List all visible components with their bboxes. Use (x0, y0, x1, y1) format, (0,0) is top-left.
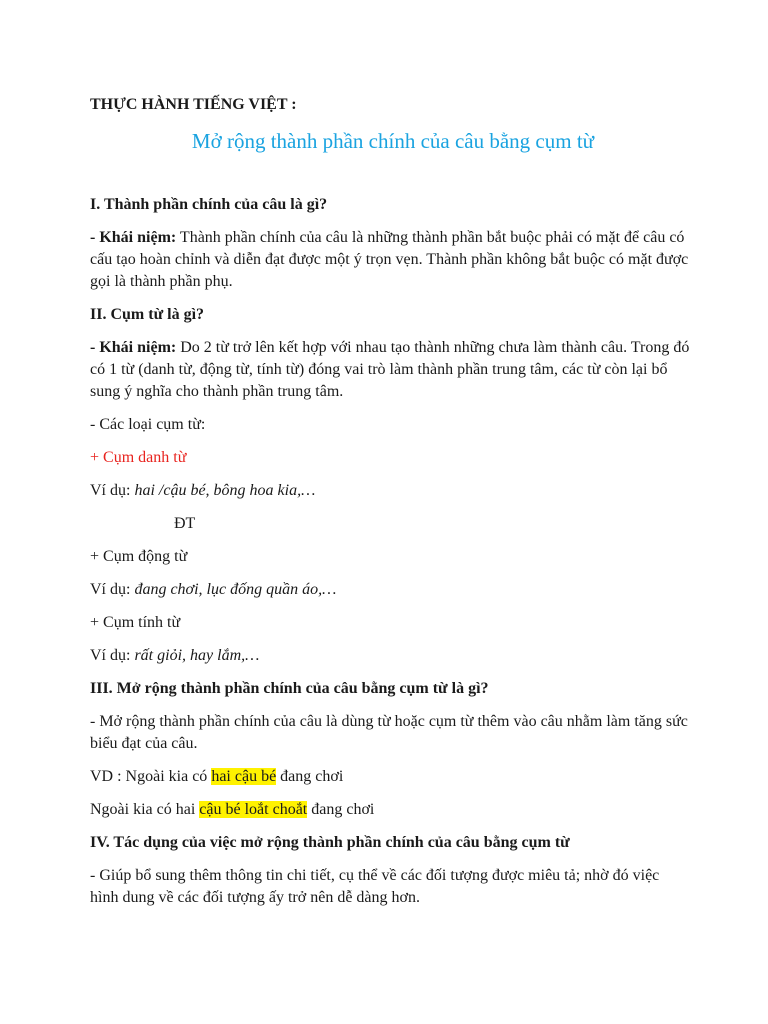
sentence-prefix: VD : Ngoài kia có (90, 768, 212, 785)
section-3-heading: III. Mở rộng thành phần chính của câu bằng cụm từ là gì? (90, 680, 489, 697)
sentence-suffix: đang chơi (276, 768, 344, 785)
document-title: Mở rộng thành phần chính của câu bằng cụm từ (191, 129, 595, 153)
noun-phrase-label: + Cụm danh từ (90, 449, 187, 466)
adj-phrase-label: + Cụm tính từ (90, 614, 181, 631)
section-1-heading: I. Thành phần chính của câu là gì? (90, 196, 328, 213)
highlighted-phrase: cậu bé loắt choắt (199, 801, 308, 818)
example-text: đang chơi, lục đống quần áo,… (134, 581, 337, 598)
definition-text: Do 2 từ trở lên kết hợp với nhau tạo thành những chưa làm thành câu. Trong đó có 1 từ (danh từ, động từ, tính từ) đóng vai trò làm thành phần trung tâm, các từ còn lại bổ sung ý nghĩa cho thành phần trung tâm. (90, 339, 690, 400)
header-label: THỰC HÀNH TIẾNG VIỆT : (90, 96, 297, 113)
example-label: Ví dụ: (90, 581, 135, 598)
section-2-definition (90, 337, 690, 403)
example-text: rất giỏi, hay lắm,… (134, 647, 260, 664)
section-1-definition (90, 227, 690, 293)
definition-text: Thành phần chính của câu là những thành phần bắt buộc phải có mặt để câu có cấu tạo hoàn chỉnh và diễn đạt được một ý trọn vẹn. Thành phần không bắt buộc có mặt được gọi là thành phần phụ. (90, 229, 689, 290)
dt-label: ĐT (174, 515, 196, 532)
definition-label: - Khái niệm: (90, 339, 177, 356)
document-body (90, 94, 690, 909)
example-sentence-1 (90, 766, 690, 788)
example-adj-phrase (90, 645, 690, 667)
phrase-types-intro: - Các loại cụm từ: (90, 416, 206, 433)
definition-label: - Khái niệm: (90, 229, 177, 246)
section-2-heading: II. Cụm từ là gì? (90, 306, 205, 323)
example-label: Ví dụ: (90, 482, 135, 499)
example-noun-phrase (90, 480, 690, 502)
example-verb-phrase (90, 579, 690, 601)
highlighted-phrase: hai cậu bé (211, 768, 277, 785)
section-4-text: - Giúp bổ sung thêm thông tin chi tiết, cụ thể về các đối tượng được miêu tả; nhờ đó việc hình dung về các đối tượng ấy trở nên dễ dàng hơn. (90, 867, 660, 906)
section-3-text: - Mở rộng thành phần chính của câu là dùng từ hoặc cụm từ thêm vào câu nhằm làm tăng sức biểu đạt của câu. (90, 713, 688, 752)
section-4-heading: IV. Tác dụng của việc mở rộng thành phần chính của câu bằng cụm từ (90, 834, 570, 851)
example-text: hai /cậu bé, bông hoa kia,… (134, 482, 316, 499)
example-sentence-2 (90, 799, 690, 821)
sentence-prefix: Ngoài kia có hai (90, 801, 200, 818)
example-label: Ví dụ: (90, 647, 135, 664)
sentence-suffix: đang chơi (307, 801, 375, 818)
verb-phrase-label: + Cụm động từ (90, 548, 188, 565)
